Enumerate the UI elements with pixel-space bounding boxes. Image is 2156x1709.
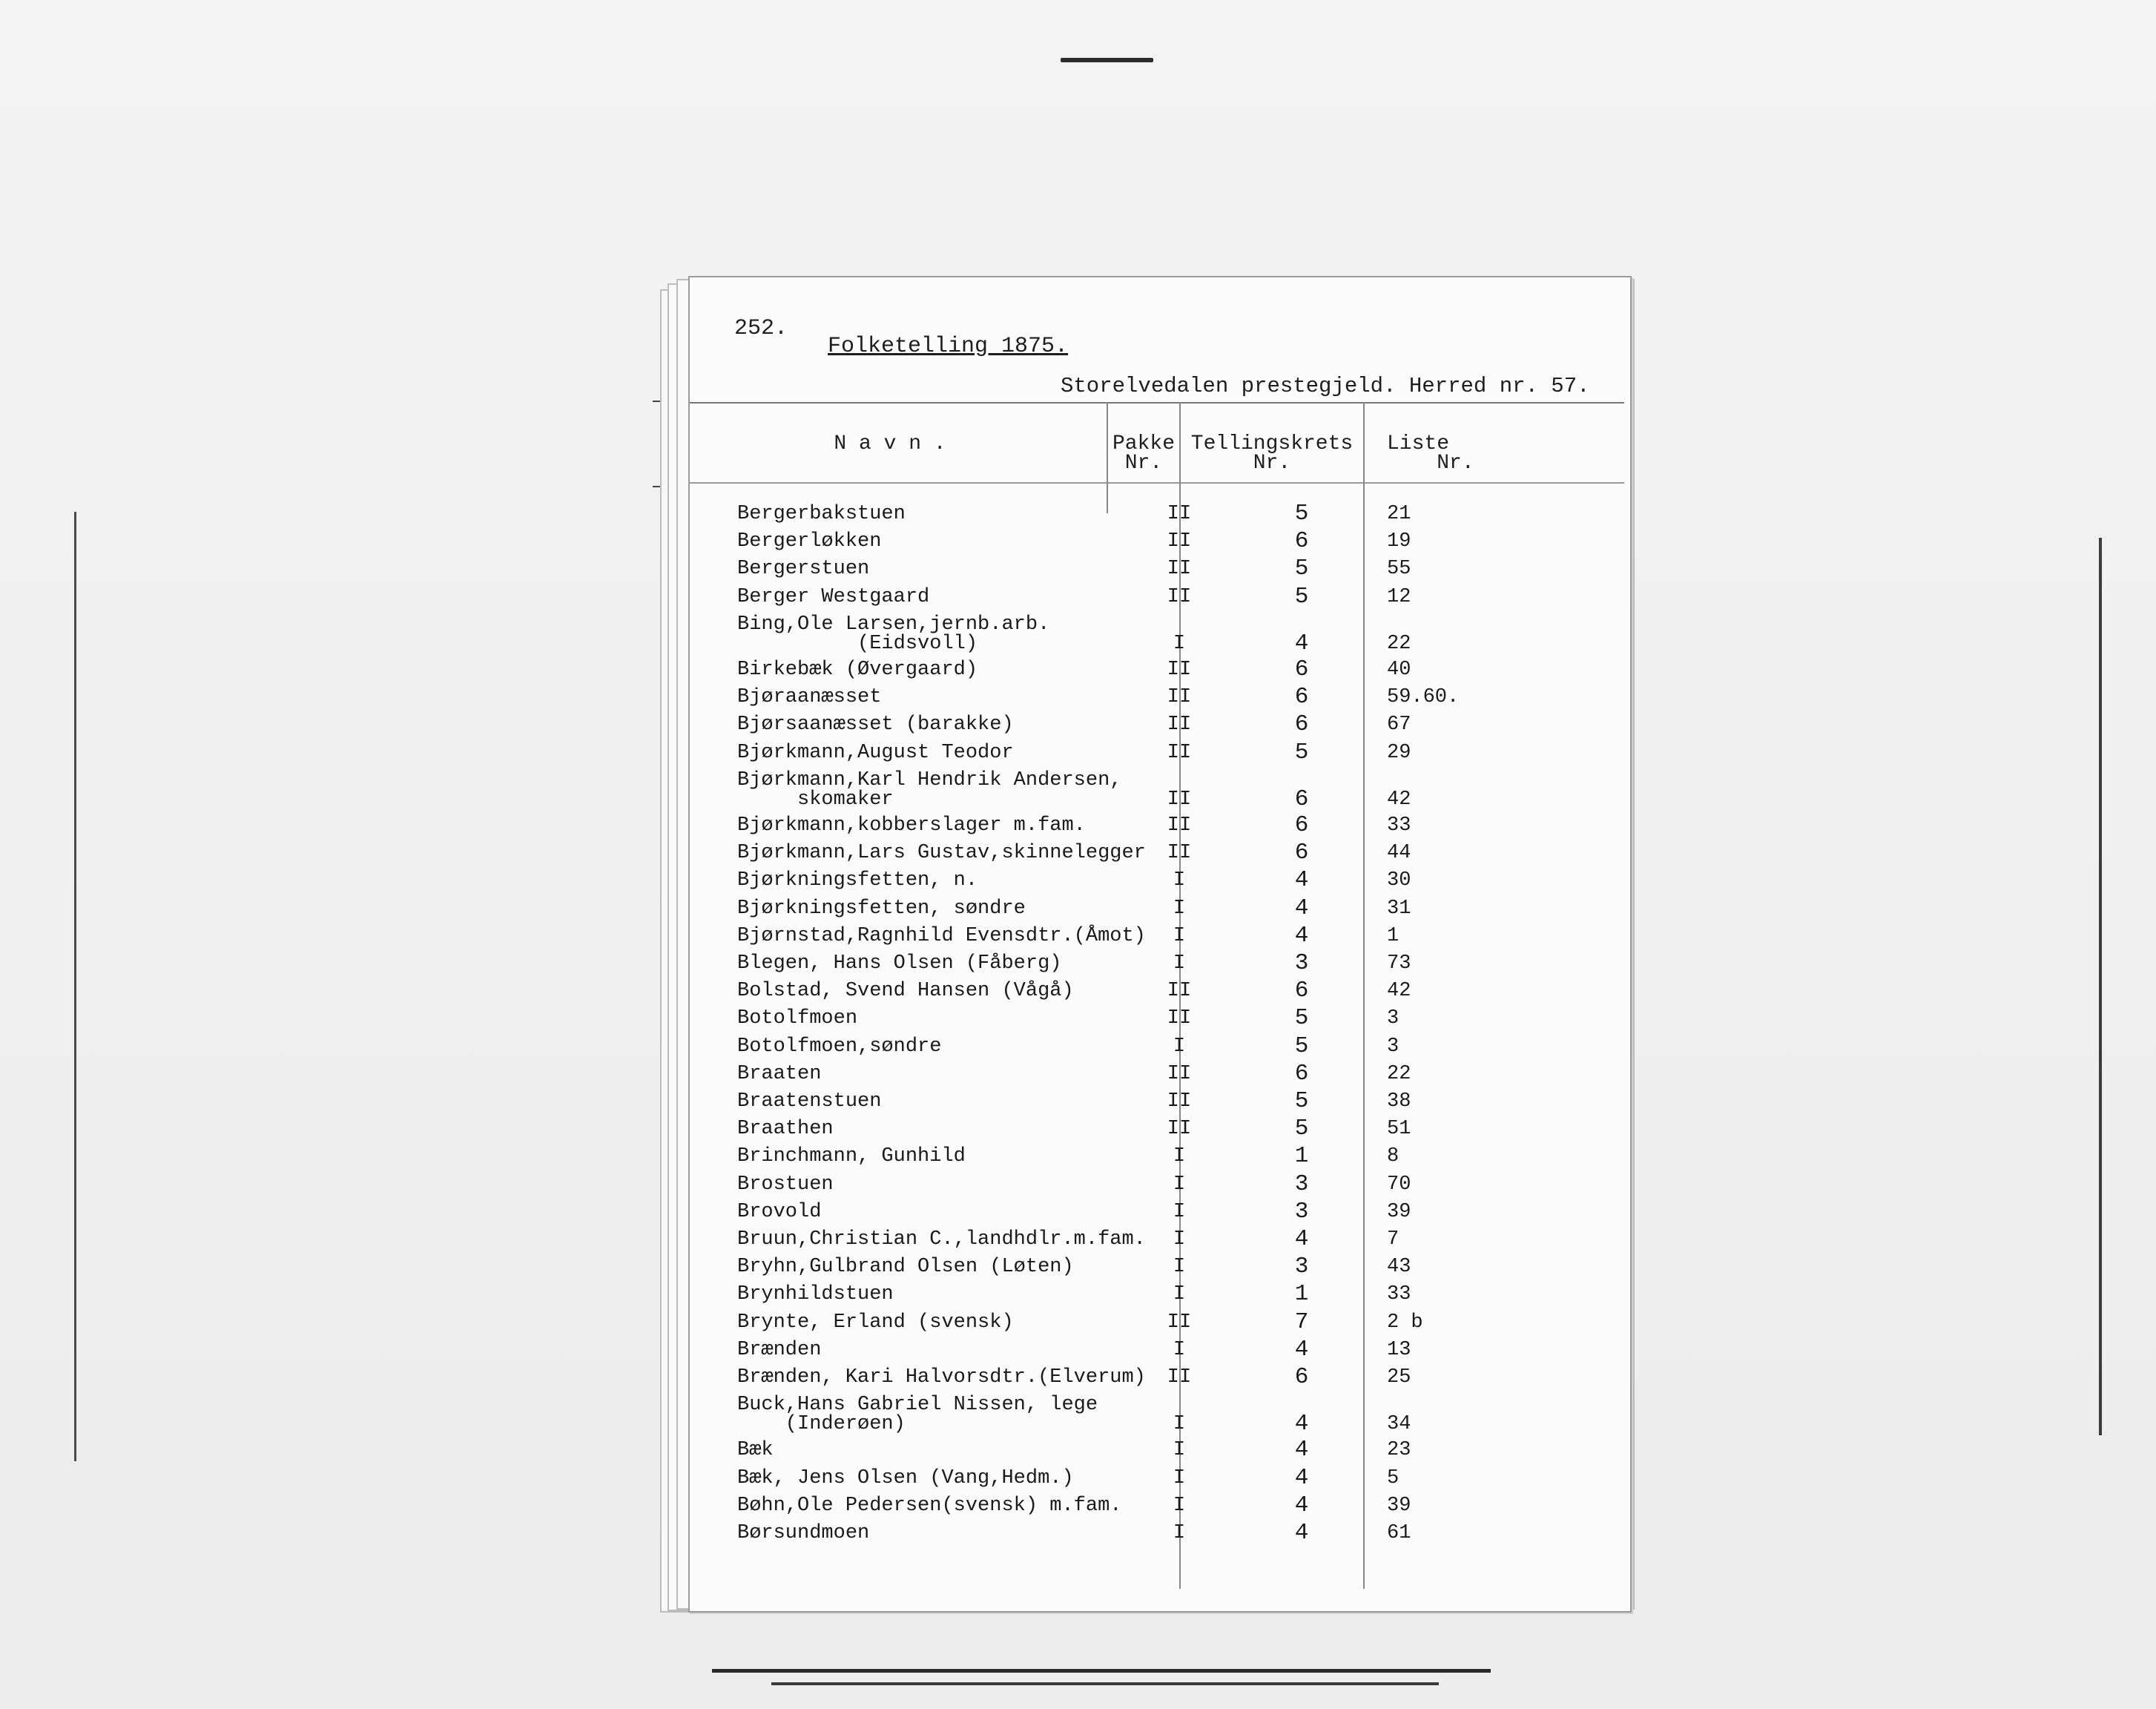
entry-name: Bjørkmann,August Teodor	[737, 741, 1014, 764]
entry-name: Braatenstuen	[737, 1090, 882, 1113]
entry-pakke: II	[1167, 659, 1192, 681]
page-number: 252.	[734, 316, 788, 341]
entry-tellingskrets: 4	[1294, 922, 1309, 949]
entry-tellingskrets: 4	[1294, 895, 1309, 921]
entry-name: Brovold	[737, 1200, 822, 1223]
entry-name: Brostuen	[737, 1173, 834, 1196]
entry-name: Brænden, Kari Halvorsdtr.(Elverum)	[737, 1366, 1146, 1389]
entry-liste: 44	[1387, 842, 1411, 865]
entry-tellingskrets: 4	[1294, 1437, 1309, 1463]
entry-name: Botolfmoen	[737, 1007, 858, 1030]
entry-name: Bryhn,Gulbrand Olsen (Løten)	[737, 1256, 1074, 1279]
entry-tellingskrets: 4	[1294, 1411, 1309, 1438]
entry-tellingskrets: 6	[1294, 978, 1309, 1004]
entry-liste: 12	[1387, 585, 1411, 608]
entry-pakke: I	[1173, 1494, 1186, 1517]
entry-liste: 3	[1387, 1007, 1400, 1030]
entry-name: Bjøraanæsset	[737, 686, 882, 709]
entry-liste: 22	[1387, 1062, 1411, 1085]
entry-tellingskrets: 6	[1294, 812, 1309, 838]
entry-name: Buck,Hans Gabriel Nissen, lege (Inderøen)	[737, 1394, 1098, 1436]
entry-name: Bjørkmann,Lars Gustav,skinnelegger	[737, 842, 1146, 865]
entry-name: Bjørkningsfetten, søndre	[737, 897, 1026, 920]
entry-pakke: I	[1173, 1256, 1186, 1279]
entry-pakke: II	[1167, 1118, 1192, 1141]
entry-tellingskrets: 6	[1294, 786, 1309, 812]
entry-liste: 21	[1387, 503, 1411, 525]
entry-tellingskrets: 3	[1294, 1198, 1309, 1225]
entry-tellingskrets: 5	[1294, 501, 1309, 527]
entry-tellingskrets: 3	[1294, 1254, 1309, 1280]
entry-pakke: I	[1173, 1035, 1186, 1058]
entry-name: Bæk, Jens Olsen (Vang,Hedm.)	[737, 1466, 1074, 1489]
scan-mark-bottom	[712, 1669, 1491, 1673]
entry-pakke: II	[1167, 714, 1192, 737]
entry-tellingskrets: 4	[1294, 1336, 1309, 1363]
entry-name: Brinchmann, Gunhild	[737, 1145, 966, 1168]
entry-tellingskrets: 3	[1294, 950, 1309, 976]
entry-pakke: II	[1167, 842, 1192, 865]
entry-liste: 3	[1387, 1035, 1400, 1058]
entry-pakke: II	[1167, 1007, 1192, 1030]
entry-pakke: II	[1167, 814, 1192, 837]
entry-pakke: I	[1173, 1522, 1186, 1544]
entry-tellingskrets: 6	[1294, 528, 1309, 555]
entry-liste: 29	[1387, 741, 1411, 764]
scan-mark-left	[74, 512, 76, 1461]
entry-pakke: I	[1173, 924, 1186, 947]
entry-tellingskrets: 4	[1294, 1226, 1309, 1252]
entry-name: Bing,Ole Larsen,jernb.arb. (Eidsvoll)	[737, 613, 1050, 655]
entry-tellingskrets: 4	[1294, 1520, 1309, 1546]
header-liste: Liste Nr.	[1387, 432, 1474, 475]
entry-liste: 43	[1387, 1256, 1411, 1279]
entry-tellingskrets: 6	[1294, 711, 1309, 738]
entry-liste: 73	[1387, 952, 1411, 975]
entry-liste: 39	[1387, 1200, 1411, 1223]
header-pakke: Pakke Nr.	[1112, 432, 1175, 475]
entry-name: Bruun,Christian C.,landhdlr.m.fam.	[737, 1228, 1146, 1251]
entry-tellingskrets: 4	[1294, 630, 1309, 656]
census-index-page	[688, 276, 1632, 1613]
entry-liste: 61	[1387, 1522, 1411, 1544]
entry-liste: 7	[1387, 1228, 1400, 1251]
entry-pakke: II	[1167, 788, 1192, 811]
entry-tellingskrets: 6	[1294, 684, 1309, 711]
entry-liste: 1	[1387, 924, 1400, 947]
header-tellingskrets: Tellingskrets Nr.	[1190, 432, 1354, 475]
entry-name: Berger Westgaard	[737, 585, 930, 608]
entry-tellingskrets: 5	[1294, 1116, 1309, 1142]
entry-pakke: II	[1167, 503, 1192, 525]
entry-pakke: I	[1173, 1338, 1186, 1361]
entry-liste: 31	[1387, 897, 1411, 920]
entry-name: Botolfmoen,søndre	[737, 1035, 942, 1058]
entry-name: Bæk	[737, 1439, 774, 1462]
entry-name: Bjørkmann,Karl Hendrik Andersen, skomaker	[737, 768, 1122, 811]
entry-liste: 33	[1387, 814, 1411, 837]
entry-name: Birkebæk (Øvergaard)	[737, 659, 978, 681]
entry-pakke: II	[1167, 741, 1192, 764]
entry-tellingskrets: 5	[1294, 556, 1309, 582]
entry-name: Bergerløkken	[737, 530, 882, 553]
entry-tellingskrets: 7	[1294, 1308, 1309, 1335]
page-subtitle: Storelvedalen prestegjeld. Herred nr. 57.	[1061, 374, 1590, 398]
entry-tellingskrets: 4	[1294, 1464, 1309, 1491]
entry-tellingskrets: 4	[1294, 1492, 1309, 1518]
entry-liste: 23	[1387, 1439, 1411, 1462]
entry-liste: 42	[1387, 980, 1411, 1003]
entry-tellingskrets: 6	[1294, 1060, 1309, 1087]
entry-liste: 38	[1387, 1090, 1411, 1113]
entry-liste: 19	[1387, 530, 1411, 553]
entry-name: Bergerbakstuen	[737, 503, 906, 525]
entry-pakke: I	[1173, 1466, 1186, 1489]
entry-pakke: I	[1173, 1228, 1186, 1251]
entry-liste: 25	[1387, 1366, 1411, 1389]
entry-pakke: I	[1173, 1413, 1186, 1436]
scan-mark-bottom-2	[771, 1682, 1439, 1685]
entry-liste: 40	[1387, 659, 1411, 681]
entry-pakke: I	[1173, 1439, 1186, 1462]
entry-liste: 70	[1387, 1173, 1411, 1196]
entry-tellingskrets: 5	[1294, 583, 1309, 610]
entry-pakke: I	[1173, 1145, 1186, 1168]
entry-tellingskrets: 5	[1294, 1088, 1309, 1114]
table-header-rule	[690, 482, 1624, 484]
entry-tellingskrets: 1	[1294, 1143, 1309, 1170]
entry-pakke: II	[1167, 1062, 1192, 1085]
entry-pakke: I	[1173, 1173, 1186, 1196]
entry-name: Bjørnstad,Ragnhild Evensdtr.(Åmot)	[737, 924, 1146, 947]
entry-tellingskrets: 4	[1294, 867, 1309, 894]
entry-liste: 51	[1387, 1118, 1411, 1141]
entry-pakke: I	[1173, 952, 1186, 975]
page-title: Folketelling 1875.	[828, 334, 1069, 359]
entry-liste: 22	[1387, 632, 1411, 655]
entry-pakke: II	[1167, 1366, 1192, 1389]
header-navn: N a v n .	[834, 432, 946, 455]
entry-tellingskrets: 3	[1294, 1170, 1309, 1197]
entry-tellingskrets: 6	[1294, 840, 1309, 866]
entry-name: Børsundmoen	[737, 1522, 870, 1544]
entry-pakke: I	[1173, 1283, 1186, 1306]
table-top-rule	[690, 402, 1624, 404]
entry-liste: 34	[1387, 1413, 1411, 1436]
entry-liste: 67	[1387, 714, 1411, 737]
entry-pakke: II	[1167, 686, 1192, 709]
entry-pakke: I	[1173, 869, 1186, 892]
entry-name: Brynte, Erland (svensk)	[737, 1311, 1014, 1334]
entry-liste: 42	[1387, 788, 1411, 811]
scan-mark-top	[1061, 58, 1153, 62]
entry-tellingskrets: 6	[1294, 1364, 1309, 1390]
entry-liste: 13	[1387, 1338, 1411, 1361]
entry-name: Bjørkningsfetten, n.	[737, 869, 978, 892]
entry-liste: 33	[1387, 1283, 1411, 1306]
entry-pakke: II	[1167, 558, 1192, 581]
scan-mark-right	[2099, 538, 2102, 1435]
entry-pakke: I	[1173, 1200, 1186, 1223]
entry-tellingskrets: 1	[1294, 1281, 1309, 1308]
entry-name: Brynhildstuen	[737, 1283, 894, 1306]
entry-tellingskrets: 6	[1294, 656, 1309, 682]
entry-tellingskrets: 5	[1294, 1033, 1309, 1059]
entry-liste: 39	[1387, 1494, 1411, 1517]
entry-pakke: I	[1173, 897, 1186, 920]
entry-name: Bolstad, Svend Hansen (Vågå)	[737, 980, 1074, 1003]
entry-liste: 5	[1387, 1466, 1400, 1489]
entry-pakke: II	[1167, 1090, 1192, 1113]
entry-pakke: I	[1173, 632, 1186, 655]
entry-name: Braathen	[737, 1118, 834, 1141]
entry-name: Braaten	[737, 1062, 822, 1085]
entry-tellingskrets: 5	[1294, 739, 1309, 765]
entry-name: Bjørkmann,kobberslager m.fam.	[737, 814, 1086, 837]
entry-pakke: II	[1167, 585, 1192, 608]
entry-name: Bergerstuen	[737, 558, 870, 581]
entry-pakke: II	[1167, 530, 1192, 553]
entry-name: Bøhn,Ole Pedersen(svensk) m.fam.	[737, 1494, 1122, 1517]
entry-pakke: II	[1167, 1311, 1192, 1334]
entry-liste: 30	[1387, 869, 1411, 892]
entry-liste: 59.60.	[1387, 686, 1460, 709]
entry-liste: 2 b	[1387, 1311, 1423, 1334]
entry-name: Blegen, Hans Olsen (Fåberg)	[737, 952, 1062, 975]
entry-pakke: II	[1167, 980, 1192, 1003]
entry-liste: 55	[1387, 558, 1411, 581]
entry-tellingskrets: 5	[1294, 1005, 1309, 1032]
entry-liste: 8	[1387, 1145, 1400, 1168]
entry-name: Bjørsaanæsset (barakke)	[737, 714, 1014, 737]
entry-name: Brænden	[737, 1338, 822, 1361]
